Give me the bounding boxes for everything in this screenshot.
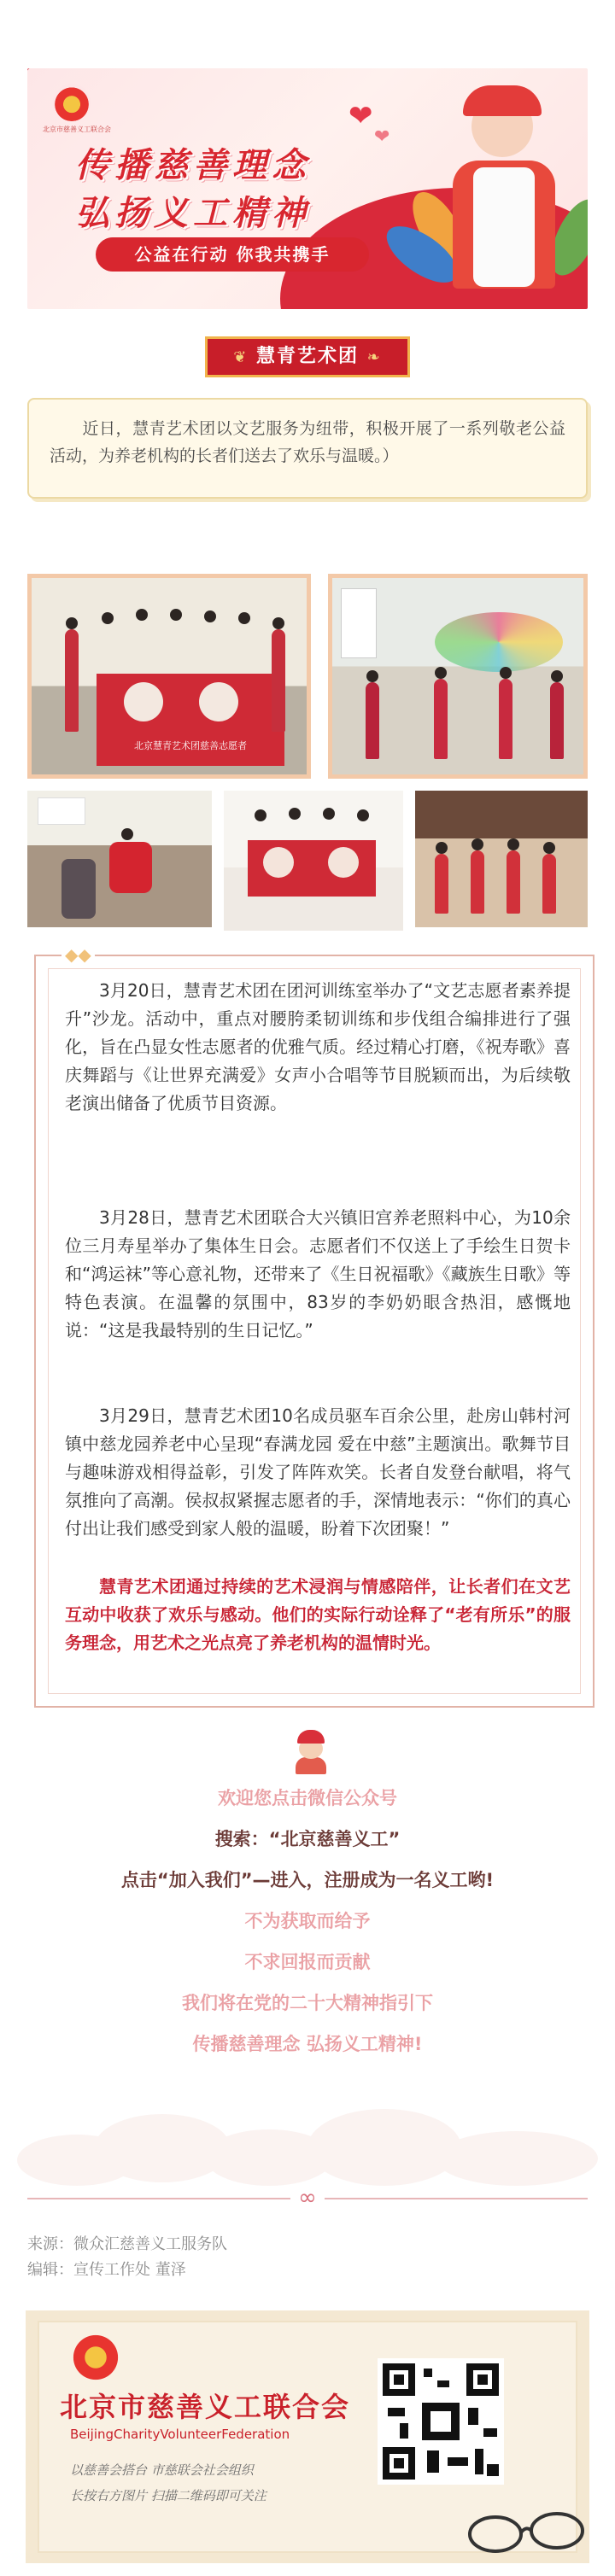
follow-line-2: 搜索：“北京慈善义工” xyxy=(214,1829,401,1849)
follow-line-1: 欢迎您点击微信公众号 xyxy=(218,1788,397,1808)
birthday-card-photo xyxy=(27,791,212,927)
section-tag xyxy=(205,336,410,377)
story-summary: 慧青艺术团通过持续的艺术浸润与情感陪伴，让长者们在文艺互动中收获了欢乐与感动。他们的实际行动诠释了“老有所乐”的服务理念，用艺术之光点亮了养老机构的温情时光。 xyxy=(65,1576,571,1653)
story-paragraph-3: 3月29日，慧青艺术团10名成员驱车百余公里，赴房山韩村河镇中慈龙园养老中心呈现“春满龙园 爱在中慈”主题演出。歌舞节目与趣味游戏相得益彰，引发了阵阵欢笑。长者自发登台献唱，将气氛推向了高潮。侯叔叔紧握志愿者的手，深情地表示：“你们的真心付出让我们感受到家人般的温暖，盼着下次团聚！” xyxy=(65,1405,571,1539)
photo-banner-text: 北京慧青艺术团慈善志愿者 xyxy=(134,740,247,751)
follow-line-4: 不为获取而给予 xyxy=(244,1911,371,1931)
editor-credit: 编辑：宣传工作处 董泽 xyxy=(27,2261,186,2279)
volunteers-flag-photo xyxy=(224,791,403,931)
federation-name: 北京市慈善义工联合会 xyxy=(60,2391,351,2423)
cloud-decoration xyxy=(17,2109,598,2186)
banner-slogan-pill: 公益在行动 你我共携手 xyxy=(96,237,369,272)
qr-code[interactable] xyxy=(378,2358,504,2485)
story-paragraph-2: 3月28日，慧青艺术团联合大兴镇旧宫养老照料中心，为10余位三月寿星举办了集体生日会。志愿者们不仅送上了手绘生日贺卡和“鸿运袜”等心意礼物，还带来了《生日祝福歌》《藏族生日歌》等特色表演。在温馨的氛围中，83岁的李奶奶眼含热泪，感慨地说：“这是我最特别的生日记忆。” xyxy=(65,1207,571,1341)
intro-text: 近日，慧青艺术团以文艺服务为纽带，积极开展了一系列敬老公益活动，为养老机构的长者们送去了欢乐与温暖。） xyxy=(50,419,565,465)
glasses-icon xyxy=(461,2497,589,2556)
volunteer-avatar-icon xyxy=(294,1730,328,1774)
card-tagline: 以慈善会搭台 市慈联会社会组织 xyxy=(70,2462,254,2478)
banner-title-line2: 弘扬义工精神 xyxy=(75,194,311,233)
story-paragraph-1: 3月20日，慧青艺术团在团河训练室举办了“文艺志愿者素养提升”沙龙。活动中，重点对腰胯柔韧训练和步伐组合编排进行了强化，旨在凸显女性志愿者的优雅气质。经过精心打磨，《祝寿歌》喜庆舞蹈与《让世界充满爱》女声小合唱等节目脱颖而出，为后续敬老演出储备了优质节目资源。 xyxy=(65,980,571,1113)
dance-performance-photo xyxy=(328,574,588,779)
story-box xyxy=(34,944,594,1708)
group-photo-banner xyxy=(27,574,311,779)
source-credit: 来源：微众汇慈善义工服务队 xyxy=(27,2235,227,2253)
logo-caption: 北京市慈善义工联合会 xyxy=(43,126,111,133)
card-scan-hint: 长按右方图片 扫描二维码即可关注 xyxy=(70,2488,266,2503)
banner-title-line1: 传播慈善理念 xyxy=(75,146,311,185)
follow-line-6: 我们将在党的二十大精神指引下 xyxy=(182,1993,433,2013)
follow-line-3: 点击“加入我们”—进入，注册成为一名义工哟! xyxy=(120,1870,495,1890)
follow-line-7: 传播慈善理念 弘扬义工精神! xyxy=(192,2034,423,2054)
swirl-icon: ❧ xyxy=(366,348,382,366)
header-banner: 北京市慈善义工联合会 传播慈善理念 弘扬义工精神 公益在行动 你我共携手 ❤ ❤ xyxy=(27,68,588,309)
federation-logo-icon xyxy=(53,84,91,121)
stage-performance-photo xyxy=(415,791,588,927)
diamond-icon: ◆◆ xyxy=(62,944,95,965)
section-tag-label: 慧青艺术团 xyxy=(255,346,359,367)
intro-box xyxy=(27,398,588,499)
federation-card xyxy=(26,2310,589,2563)
swirl-icon: ❦ xyxy=(233,348,249,366)
federation-logo-icon xyxy=(70,2329,121,2380)
volunteer-illustration xyxy=(429,85,583,299)
bow-icon: ∞ xyxy=(290,2184,325,2211)
federation-english-name: BeijingCharityVolunteerFederation xyxy=(70,2427,290,2442)
follow-line-5: 不求回报而贡献 xyxy=(244,1952,371,1972)
